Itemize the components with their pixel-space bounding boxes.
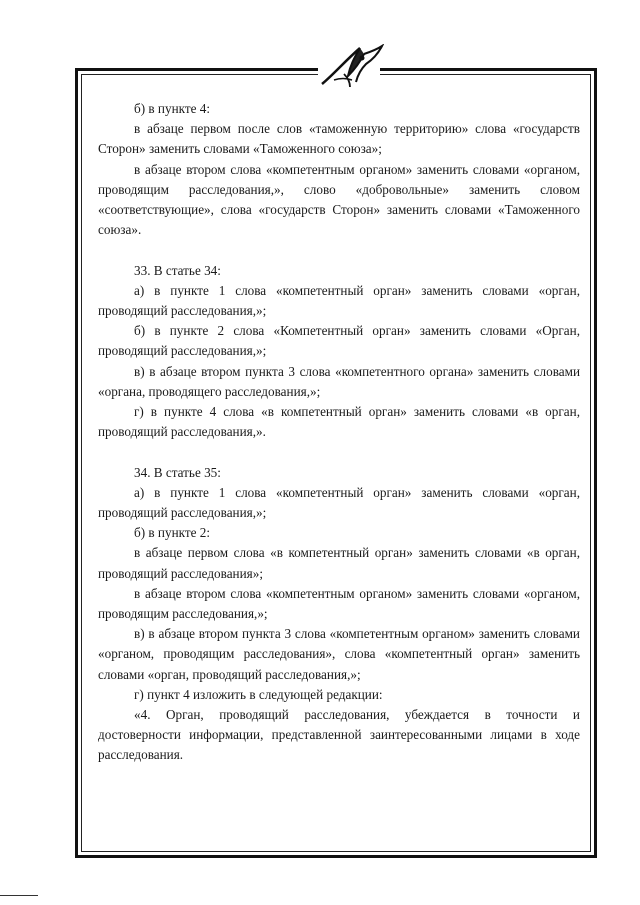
paragraph: б) в пункте 4:	[134, 101, 211, 116]
paragraph: а) в пункте 1 слова «компетентный орган» заменить словами «орган, проводящий расследования,»;	[98, 282, 580, 319]
section-heading: 34. В статье 35:	[134, 464, 221, 480]
paragraph: г) пункт 4 изложить в следующей редакции:	[134, 686, 383, 702]
paragraph: в абзаце первом после слов «таможенную территорию» слова «государств Сторон» заменить словами «Таможенного союза»;	[98, 121, 580, 157]
paragraph: в абзаце втором слова «компетентным органом» заменить словами «органом, проводящим расследования,», слово «добровольные» заменить словом «соответствующие», слова «государств Сторон» заменить словами «Таможенного союза».	[98, 161, 580, 238]
paragraph: б) в пункте 2 слова «Компетентный орган» заменить словами «Орган, проводящий расследования,»;	[98, 323, 580, 359]
paragraph: в абзаце первом слова «в компетентный орган» заменить словами «в орган, проводящий расследования»;	[98, 545, 580, 581]
emblem-icon	[320, 44, 384, 88]
page-corner-mark	[0, 895, 38, 896]
paragraph: в) в абзаце втором пункта 3 слова «компетентного органа» заменить словами «органа, проводящего расследования,»;	[98, 363, 580, 399]
paragraph: в абзаце втором слова «компетентным органом» заменить словами «органом, проводящим расследования,»;	[98, 585, 580, 622]
paragraph: г) в пункте 4 слова «в компетентный орган» заменить словами «в орган, проводящий расследования,».	[98, 404, 580, 440]
paragraph: б) в пункте 2:	[134, 525, 211, 541]
section-heading: 33. В статье 34:	[134, 262, 221, 278]
paragraph: в) в абзаце втором пункта 3 слова «компетентным органом» заменить словами «органом, проводящим расследования», слова «компетентный орган» заменить словами «орган, проводящий расследования,»;	[98, 626, 580, 682]
paragraph: «4. Орган, проводящий расследования, убеждается в точности и достоверности информации, представленной заинтересованными лицами в ходе расследования.	[98, 707, 580, 763]
paragraph: а) в пункте 1 слова «компетентный орган» заменить словами «орган, проводящий расследования,»;	[98, 484, 580, 521]
document-body	[98, 99, 580, 766]
